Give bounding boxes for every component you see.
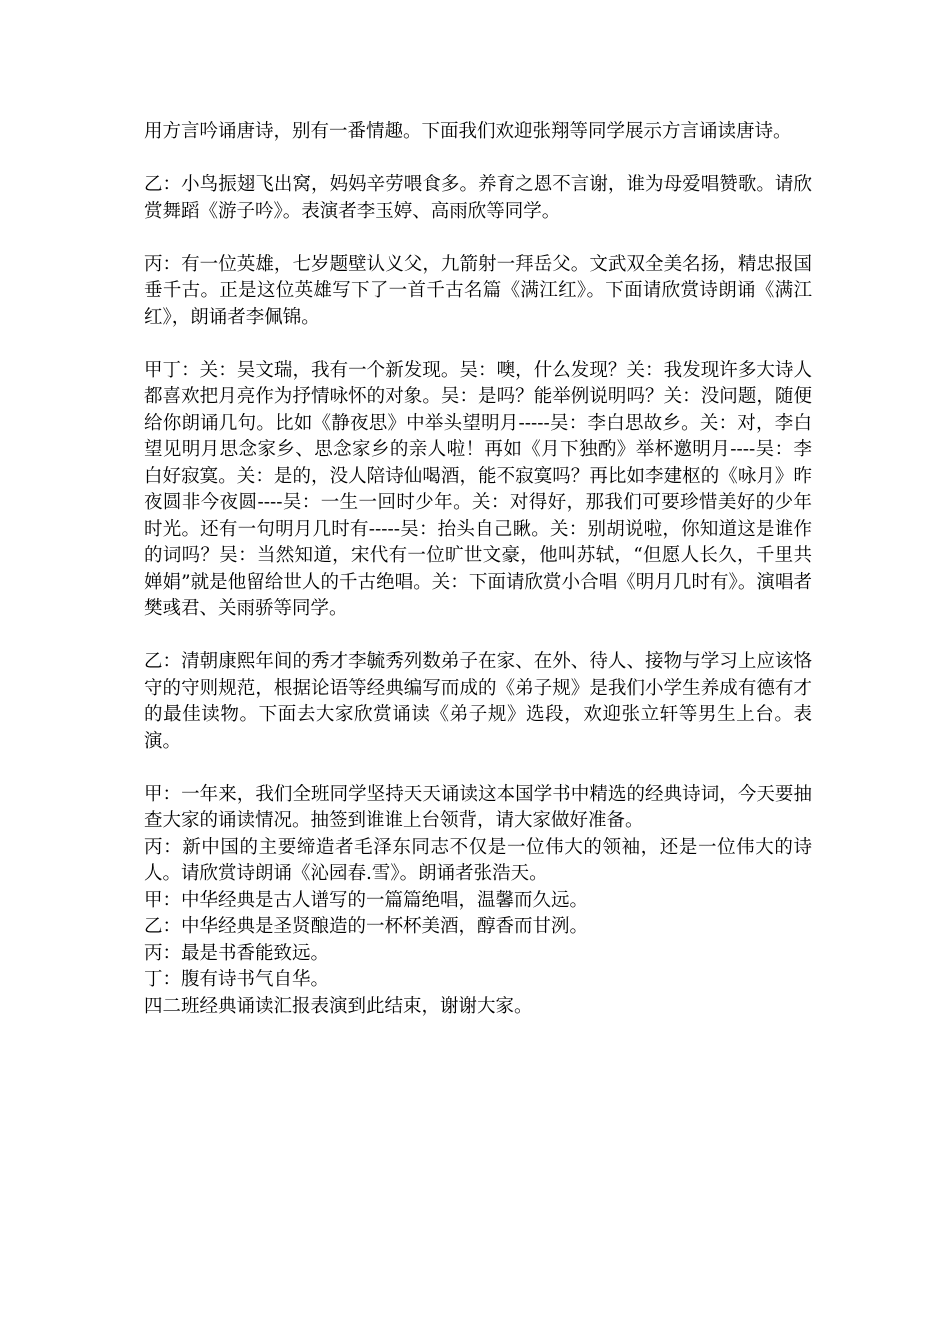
line-classic-wine: 乙：中华经典是圣贤酿造的一杯杯美酒，醇香而甘洌。 — [144, 916, 589, 937]
line-poetry-spirit: 丁：腹有诗书气自华。 — [144, 969, 330, 990]
paragraph-poem-manjianghong: 丙：有一位英雄，七岁题壁认义父，九箭射一拜岳父。文武双全美名扬，精忠报国垂千古。正是这位英雄写下了一首千古名篇《满江红》。下面请欣赏诗朗诵《满江红》，朗诵者李佩锦。 — [144, 253, 812, 328]
line-classic-songs: 甲：中华经典是古人谱写的一篇篇绝唱，温馨而久远。 — [144, 889, 589, 911]
line-closing: 四二班经典诵读汇报表演到此结束，谢谢大家。 — [144, 995, 533, 1017]
document-body — [144, 119, 812, 1020]
line-book-fragrance: 丙：最是书香能致远。 — [144, 942, 330, 964]
paragraph-moon-dialogue: 甲丁：关：吴文瑞，我有一个新发现。吴：噢，什么发现？关：我发现许多大诗人都喜欢把月亮作为抒情咏怀的对象。吴：是吗？能举例说明吗？关：没问题，随便给你朗诵几句。比如《静夜思》中举头望明月-----吴：李白思故乡。关：对，李白望见明月思念家乡、思念家乡的亲人啦！再如《月下独酌》举杯邀明月----吴：李白好寂寞。关：是的，没人陪诗仙喝酒，能不寂寞吗？再比如李建枢的《咏月》昨夜圆非今夜圆----吴：一生一回时少年。关：对得好，那我们可要珍惜美好的少年时光。还有一句明月几时有-----吴：抬头自己瞅。关：别胡说啦，你知道这是谁作的词吗？吴：当然知道，宋代有一位旷世文豪，他叫苏轼，“但愿人长久，千里共婵娟”就是他留给世人的千古绝唱。关：下面请欣赏小合唱《明月几时有》。演唱者樊彧君、关雨骄等同学。 — [144, 359, 812, 619]
line-qinyuanchun-snow: 丙：新中国的主要缔造者毛泽东同志不仅是一位伟大的领袖，还是一位伟大的诗人。请欣赏诗朗诵《沁园春.雪》。朗诵者张浩天。 — [144, 836, 812, 884]
paragraph-dizigui: 乙：清朝康熙年间的秀才李毓秀列数弟子在家、在外、待人、接物与学习上应该恪守的守则规范，根据论语等经典编写而成的《弟子规》是我们小学生养成有德有才的最佳读物。下面去大家欣赏诵读《弟子规》选段，欢迎张立轩等男生上台。表演。 — [144, 651, 812, 752]
paragraph-dialect-recitation-intro: 用方言吟诵唐诗，别有一番情趣。下面我们欢迎张翔等同学展示方言诵读唐诗。 — [144, 121, 792, 142]
paragraph-dance-youziyin: 乙：小鸟振翅飞出窝，妈妈辛劳喂食多。养育之恩不言谢，谁为母爱唱赞歌。请欣赏舞蹈《游子吟》。表演者李玉婷、高雨欣等同学。 — [144, 174, 812, 222]
line-recitation-check: 甲：一年来，我们全班同学坚持天天诵读这本国学书中精选的经典诗词，今天要抽查大家的诵读情况。抽签到谁谁上台领背，请大家做好准备。 — [144, 783, 812, 831]
